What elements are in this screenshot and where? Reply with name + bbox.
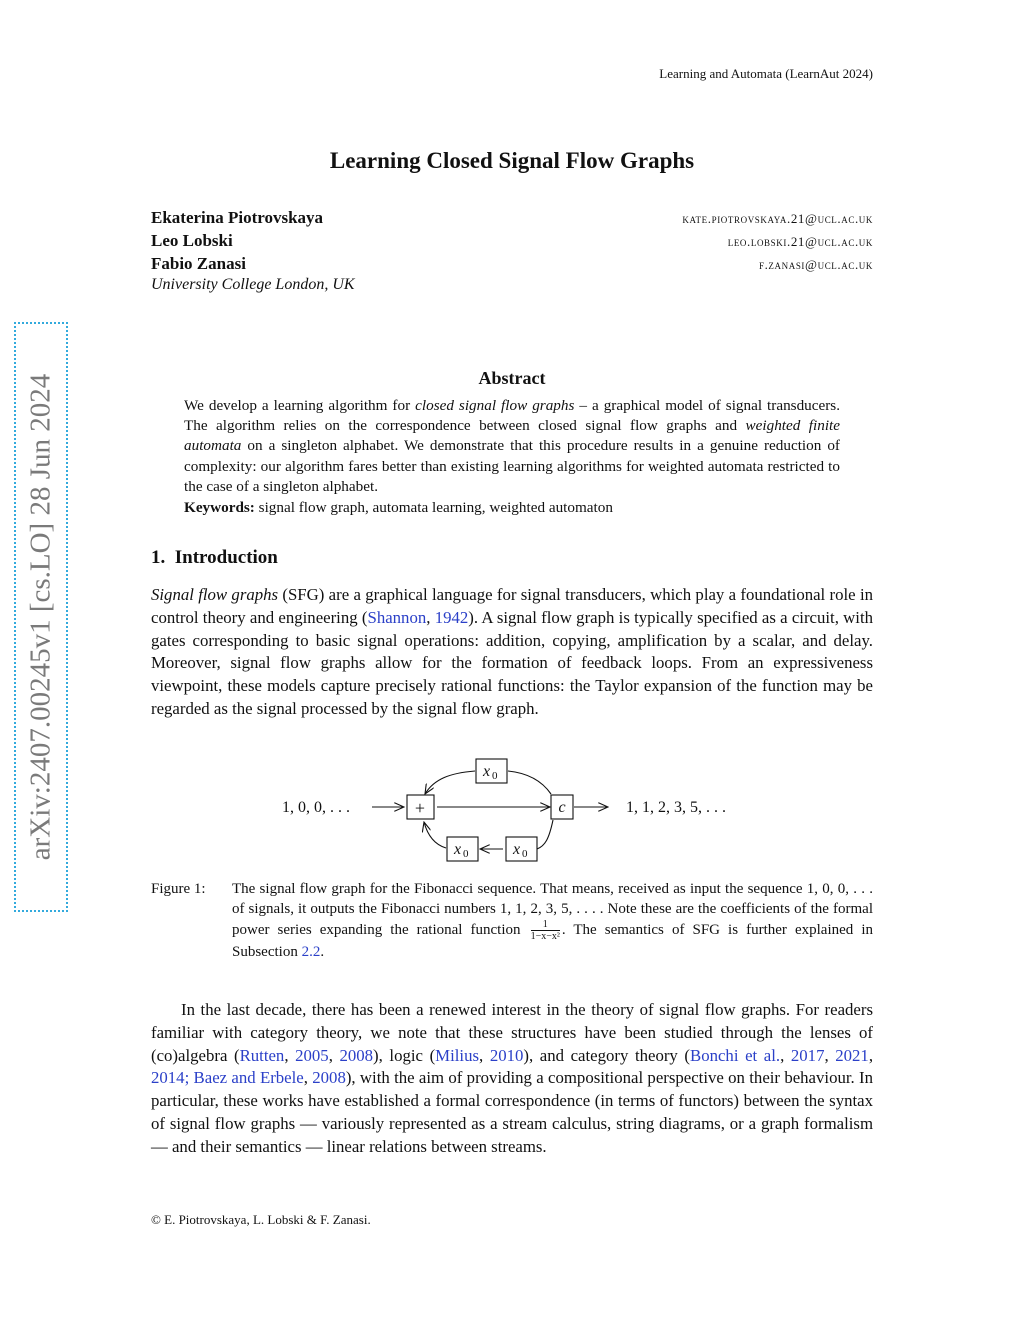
citation-link[interactable]: 1942 xyxy=(434,607,469,627)
adder-symbol: + xyxy=(414,798,426,818)
author-email: kate.piotrovskaya.21@ucl.ac.uk xyxy=(682,211,873,226)
abstract-body: We develop a learning algorithm for closed signal flow graphs – a graphical model of signal transducers. The algorithm relies on the correspondence between closed signal flow graphs and weighted finite automata on a singleton alphabet. We demonstrate that this procedure results in a genuine reduction of complexity: our algorithm fares better than existing learning algorithms for weighted automata restricted to the case of a singleton alphabet. Keywords: signal flow graph, automata learning, weighted automaton xyxy=(184,397,841,517)
register-subscript: 0 xyxy=(492,770,498,782)
input-signal-label: 1, 0, 0, . . . xyxy=(282,799,350,816)
output-signal-label: 1, 1, 2, 3, 5, . . . xyxy=(626,799,726,816)
register-label: x xyxy=(454,841,462,858)
intro-paragraph-2: In the last decade, there has been a renewed interest in the theory of signal flow graphs. For readers familiar with category theory, we note that these structures have been studied through the lenses of (co)algebra (Rutten, 2005, 2008), logic (Milius, 2010), and category theory (Bonchi et al., 2017, 2021, 2014; Baez and Erbele, 2008), with the aim of providing a compositional perspective on their behaviour. In particular, these works have established a formal correspondence (in terms of functors) between the syntax of signal flow graphs — variously represented as a stream calculus, string diagrams, or a graph formalism — and their semantics — linear relations between streams. xyxy=(151,1000,874,1156)
citation-link[interactable]: 2008 xyxy=(312,1068,346,1088)
copier-symbol: c xyxy=(558,799,566,816)
register-label: x xyxy=(483,763,491,780)
register-subscript: 0 xyxy=(522,848,528,860)
subsection-link[interactable]: 2.2 xyxy=(301,944,321,961)
citation-link[interactable]: 2017 xyxy=(790,1045,825,1065)
author-email: f.zanasi@ucl.ac.uk xyxy=(758,257,873,272)
citation-link[interactable]: 2014 xyxy=(151,1068,185,1088)
figure-label: Figure 1: xyxy=(151,881,206,897)
citation-link[interactable]: Shannon xyxy=(367,607,427,627)
author-name: Ekaterina Piotrovskaya xyxy=(151,208,324,227)
fibonacci-sfg-diagram xyxy=(0,755,1024,870)
citation-link[interactable]: 2005 xyxy=(295,1045,329,1065)
intro-paragraph-1: Signal flow graphs (SFG) are a graphical language for signal transducers, which play a foundational role in control theory and engineering (Shannon, 1942). A signal flow graph is typically specified as a circuit, with gates corresponding to basic signal operations: addition, copying, amplification by a scalar, and delay. Moreover, signal flow graphs allow for the formation of feedback loops. From an expressiveness viewpoint, these models capture precisely rational functions: the Taylor expansion of the function may be regarded as the signal processed by the signal flow graph. xyxy=(151,585,874,718)
affiliation: University College London, UK xyxy=(151,276,355,293)
citation-link[interactable]: Rutten xyxy=(239,1045,285,1065)
author-name: Leo Lobski xyxy=(151,231,233,250)
author-name: Fabio Zanasi xyxy=(151,254,246,273)
venue-header: Learning and Automata (LearnAut 2024) xyxy=(659,66,873,81)
citation-link[interactable]: Bonchi et al. xyxy=(690,1045,781,1065)
copyright-footer: © E. Piotrovskaya, L. Lobski & F. Zanasi. xyxy=(151,1212,371,1227)
arxiv-stamp-text[interactable]: arXiv:2407.00245v1 [cs.LO] 28 Jun 2024 xyxy=(24,373,57,861)
citation-link[interactable]: 2010 xyxy=(489,1045,524,1065)
keywords-label: Keywords: xyxy=(184,499,255,517)
keywords: signal flow graph, automata learning, weighted automaton xyxy=(258,499,613,517)
abstract-heading: Abstract xyxy=(478,368,546,388)
citation-link[interactable]: Milius xyxy=(435,1045,480,1065)
citation-link[interactable]: 2008 xyxy=(339,1045,374,1065)
section-heading: 1. Introduction xyxy=(151,547,278,568)
citation-link[interactable]: Baez and Erbele xyxy=(193,1068,304,1088)
register-label: x xyxy=(513,841,521,858)
fraction: $\frac{1}{\text{1−x−x²}}$ xyxy=(530,919,560,943)
citation-link[interactable]: 2021 xyxy=(835,1045,869,1065)
author-email: leo.lobski.21@ucl.ac.uk xyxy=(727,234,873,249)
paper-title: Learning Closed Signal Flow Graphs xyxy=(329,148,695,173)
register-subscript: 0 xyxy=(463,848,469,860)
